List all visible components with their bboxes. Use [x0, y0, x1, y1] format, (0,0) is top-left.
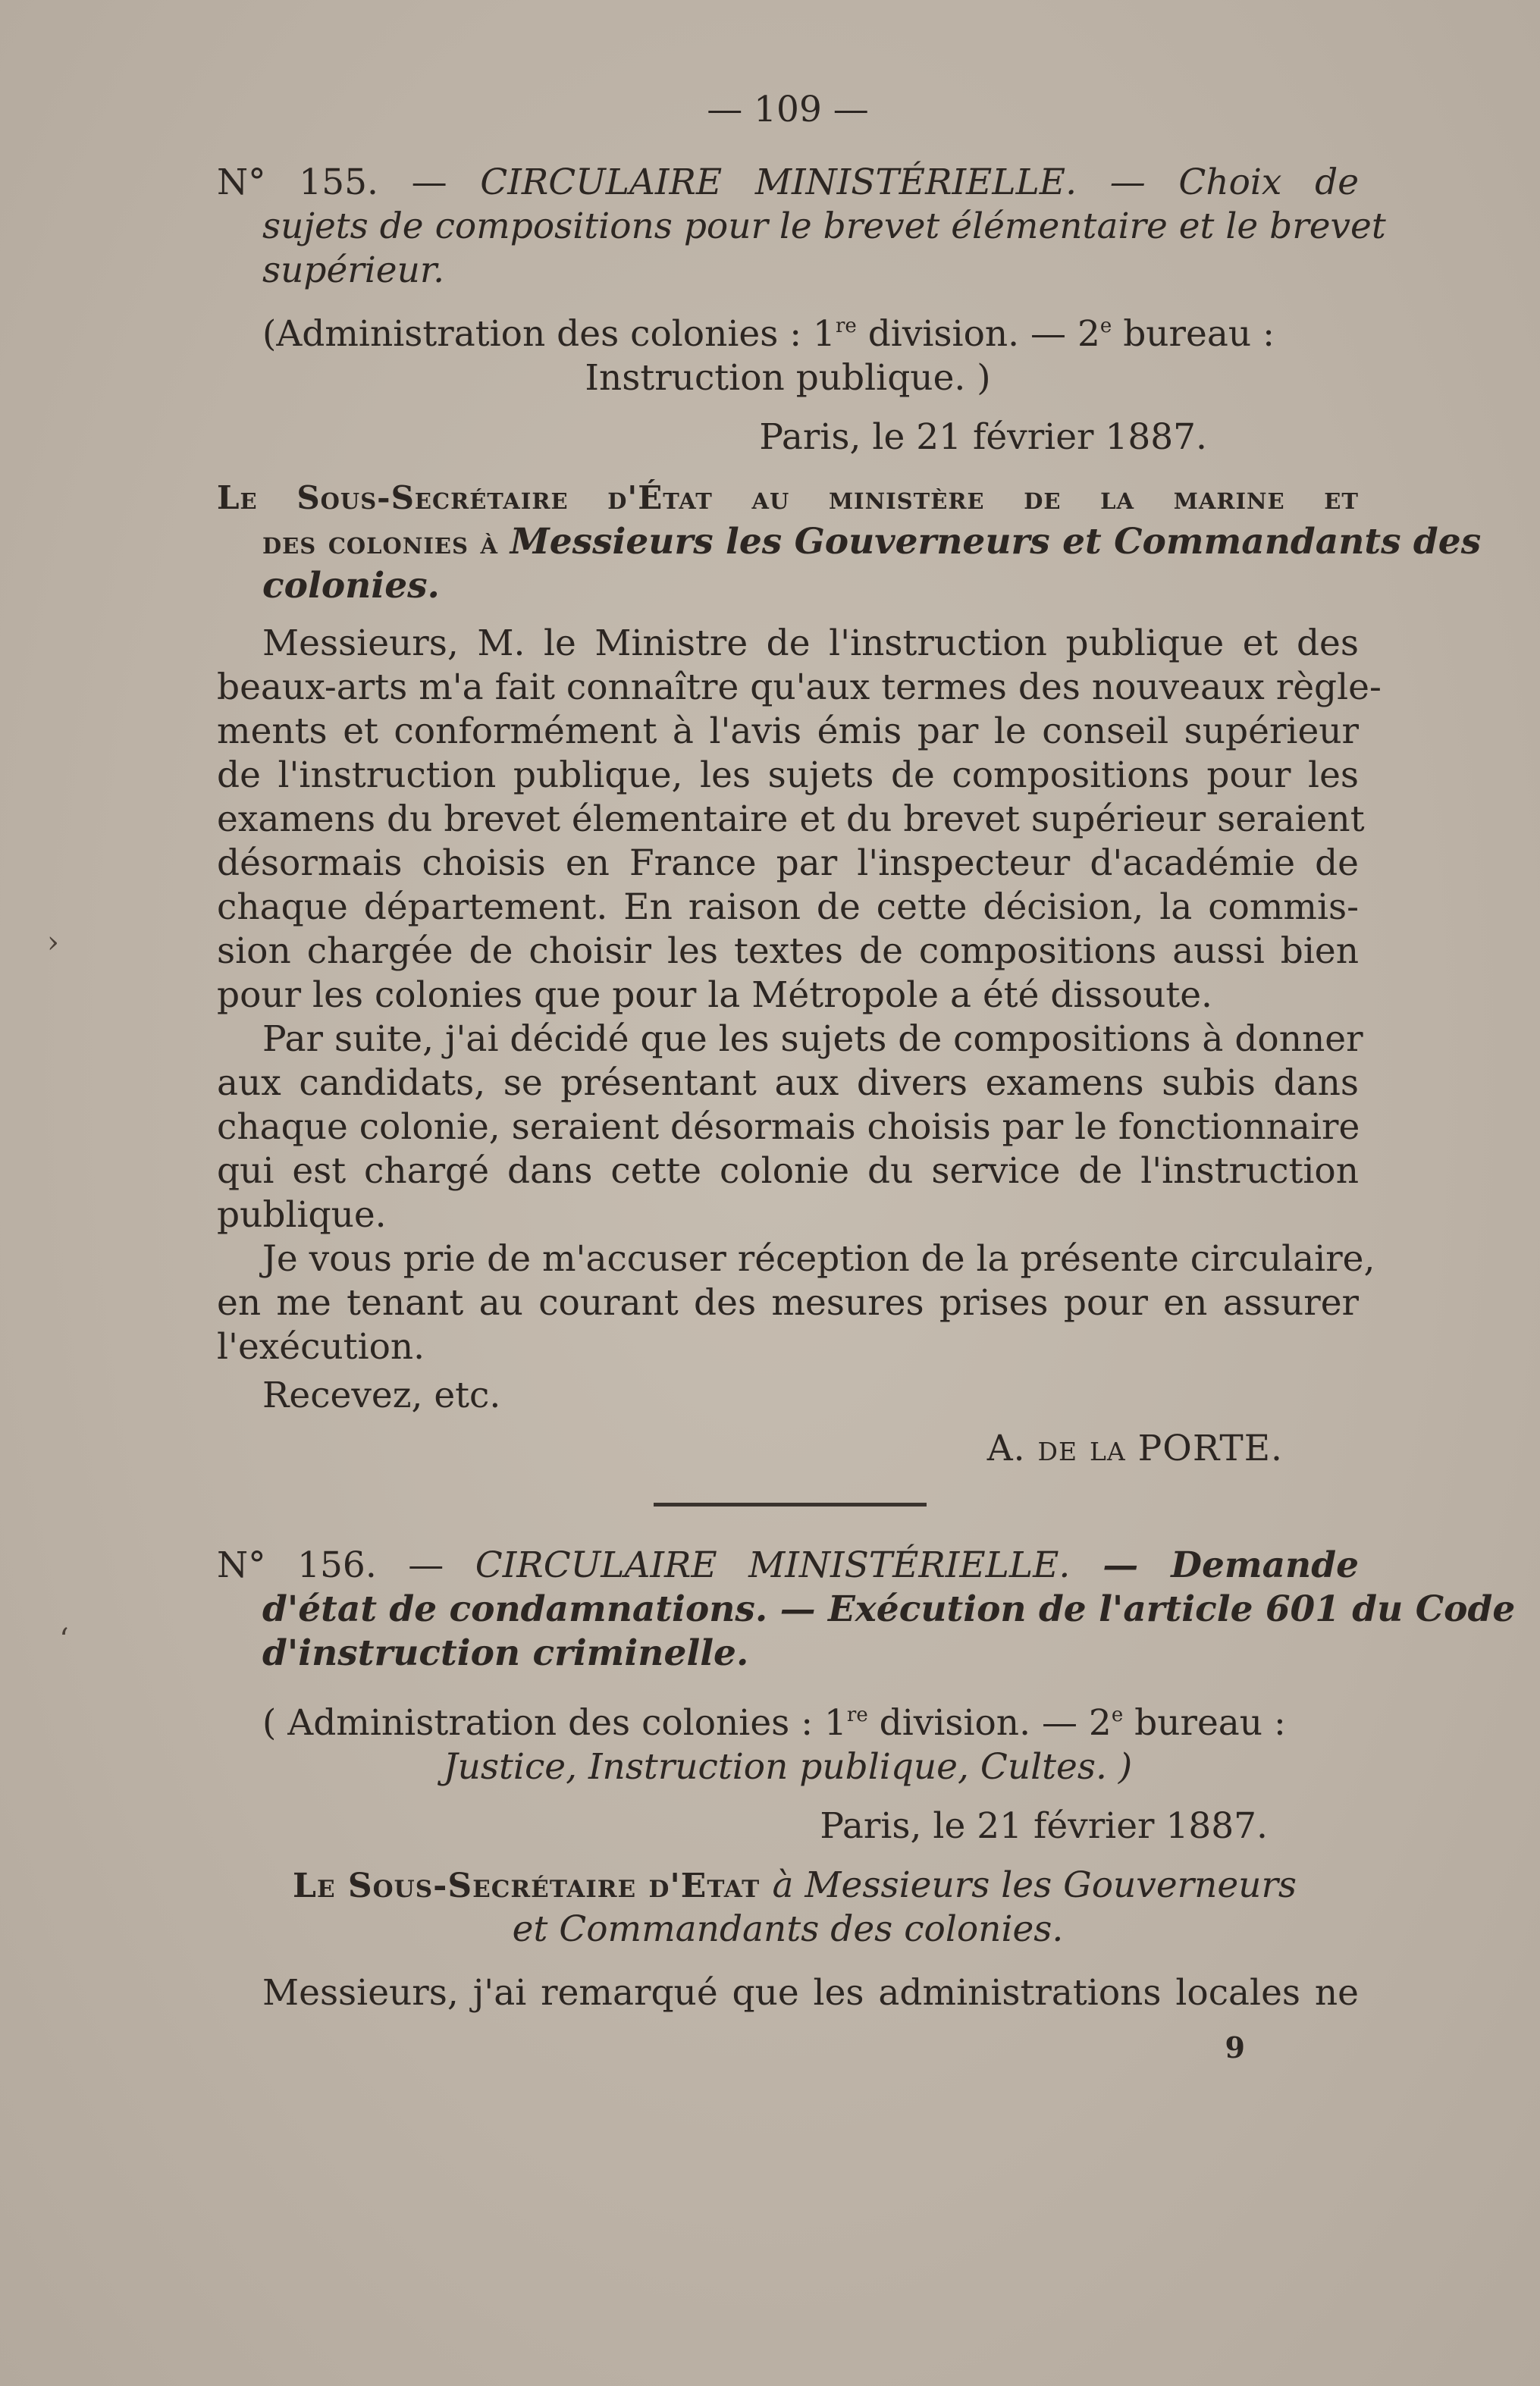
circular-156-date: Paris, le 21 février 1887. — [820, 1805, 1268, 1847]
body-line: Je vous prie de m'accuser réception de la présente circulaire, — [262, 1238, 1375, 1280]
margin-speck: › — [47, 925, 59, 960]
circular-155-heading: N° 155. — CIRCULAIRE MINISTÉRIELLE. — Choix de — [217, 161, 1360, 203]
body-line: ments et conformément à l'avis émis par le conseil supérieur — [217, 710, 1359, 752]
circular-156-address: Le Sous-Secrétaire d'Etat à Messieurs les Gouverneurs — [293, 1864, 1297, 1906]
circular-156-admin: ( Administration des colonies : 1re division. — 2e bureau : — [262, 1702, 1286, 1744]
circular-156-subject-end: d'instruction criminelle. — [262, 1632, 749, 1674]
body-line: Par suite, j'ai décidé que les sujets de compositions à donner — [262, 1018, 1363, 1060]
circular-155-admin: (Administration des colonies : 1re division. — 2e bureau : — [262, 313, 1275, 355]
circular-156-admin-2: Justice, Instruction publique, Cultes. ) — [443, 1746, 1133, 1788]
body-line: beaux-arts m'a fait connaître qu'aux termes des nouveaux règle- — [217, 666, 1382, 708]
circular-155-date: Paris, le 21 février 1887. — [759, 416, 1207, 458]
circular-155-subject: sujets de compositions pour le brevet élémentaire et le brevet — [262, 205, 1386, 247]
body-line: de l'instruction publique, les sujets de compositions pour les — [217, 754, 1359, 796]
margin-speck: ʻ — [59, 1623, 69, 1657]
circular-155-address: Le Sous-Secrétaire d'État au ministère de la marine et — [217, 479, 1359, 516]
body-line: l'exécution. — [217, 1326, 425, 1368]
body-line: désormais choisis en France par l'inspecteur d'académie de — [217, 842, 1359, 884]
closing-line: Recevez, etc. — [262, 1375, 501, 1416]
circular-156-heading: N° 156. — CIRCULAIRE MINISTÉRIELLE. — Demande — [217, 1544, 1359, 1586]
body-line: examens du brevet élementaire et du brevet supérieur seraient — [217, 798, 1365, 840]
circular-155-subject-end: supérieur. — [262, 249, 445, 291]
circular-155-admin-2: Instruction publique. ) — [585, 357, 991, 399]
body-line: chaque département. En raison de cette décision, la commis- — [217, 886, 1359, 928]
circular-155-address-2: des colonies à Messieurs les Gouverneurs et Commandants des — [262, 521, 1482, 563]
body-line: aux candidats, se présentant aux divers examens subis dans — [217, 1062, 1359, 1104]
body-line: pour les colonies que pour la Métropole a été dissoute. — [217, 974, 1212, 1016]
circular-number: N° 156. — [217, 1544, 377, 1586]
circular-number: N° 155. — [217, 161, 378, 203]
signature: A. de la PORTE. — [986, 1428, 1283, 1469]
circular-title: CIRCULAIRE MINISTÉRIELLE. — [480, 161, 1077, 203]
circular-156-address-2: et Commandants des colonies. — [512, 1908, 1064, 1950]
signature-mark: 9 — [1225, 2030, 1245, 2065]
circular-title: CIRCULAIRE MINISTÉRIELLE. — [475, 1544, 1071, 1586]
body-line: qui est chargé dans cette colonie du service de l'instruction — [217, 1150, 1359, 1192]
body-line: publique. — [217, 1194, 387, 1236]
body-line: chaque colonie, seraient désormais choisis par le fonctionnaire — [217, 1106, 1360, 1148]
page-number: — 109 — — [707, 89, 869, 130]
body-line: Messieurs, M. le Ministre de l'instruction publique et des — [262, 622, 1359, 664]
circular-156-subject: d'état de condamnations. — Exécution de l'article 601 du Code — [262, 1588, 1516, 1630]
body-line: sion chargée de choisir les textes de compositions aussi bien — [217, 930, 1359, 972]
body-line: en me tenant au courant des mesures prises pour en assurer — [217, 1282, 1359, 1324]
section-divider — [654, 1503, 927, 1507]
body-line: Messieurs, j'ai remarqué que les administrations locales ne — [262, 1972, 1359, 2014]
circular-155-address-3: colonies. — [262, 565, 440, 607]
